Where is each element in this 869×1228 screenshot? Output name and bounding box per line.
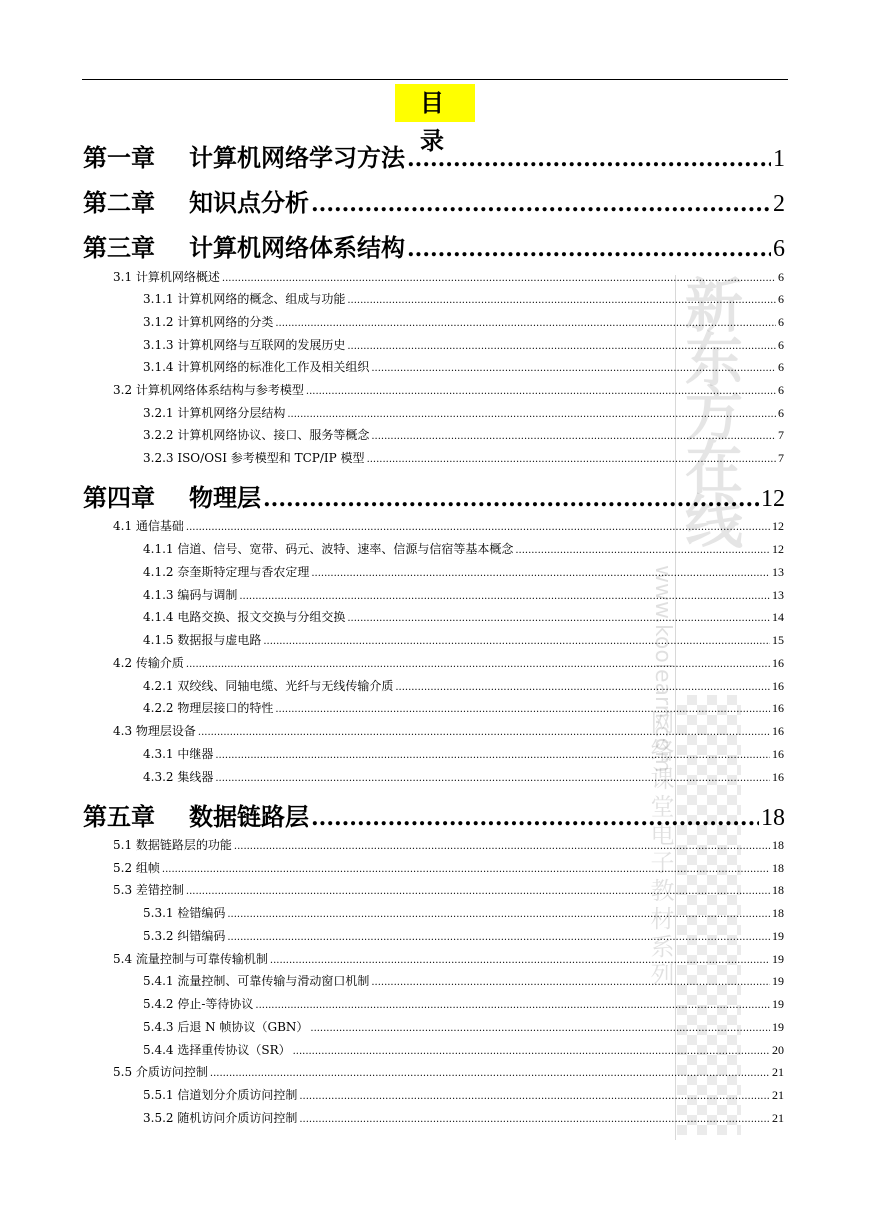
toc-entry-subsection[interactable]	[143, 336, 784, 354]
leader-dots	[186, 886, 770, 897]
toc-entry-subsection[interactable]	[143, 631, 784, 649]
chapter-number: 第三章	[83, 234, 155, 262]
page-number: 16	[772, 656, 784, 670]
leader-dots	[287, 409, 776, 420]
leader-dots	[227, 932, 770, 943]
toc-entry-subsection[interactable]	[143, 1018, 784, 1036]
leader-dots	[239, 591, 770, 602]
entry-title: 4.1.1 信道、信号、宽带、码元、波特、速率、信源与信宿等基本概念	[143, 542, 514, 556]
entry-title: 4.3.1 中继器	[143, 747, 214, 761]
page-number: 6	[778, 338, 784, 352]
toc-entry-section[interactable]	[113, 722, 784, 740]
page-number: 14	[772, 610, 784, 624]
toc-entry-subsection[interactable]	[143, 927, 784, 945]
entry-title: 5.4.4 选择重传协议（SR）	[143, 1043, 291, 1057]
leader-dots	[371, 363, 776, 374]
leader-dots	[263, 636, 770, 647]
leader-dots	[263, 486, 759, 512]
toc-entry-chapter[interactable]	[83, 797, 785, 831]
toc-entry-subsection[interactable]	[143, 449, 784, 467]
leader-dots	[210, 1068, 770, 1079]
chapter-title: 知识点分析	[189, 189, 309, 217]
watermark-brand: 新东方在线	[675, 275, 743, 545]
leader-dots	[306, 386, 776, 397]
entry-title: 4.1.4 电路交换、报文交换与分组交换	[143, 610, 346, 624]
toc-entry-section[interactable]	[113, 654, 784, 672]
page-number: 6	[778, 360, 784, 374]
page-number: 16	[772, 770, 784, 784]
toc-entry-subsection[interactable]	[143, 768, 784, 786]
toc-entry-subsection[interactable]	[143, 972, 784, 990]
leader-dots	[395, 682, 770, 693]
toc-entry-subsection[interactable]	[143, 1086, 784, 1104]
chapter-title: 数据链路层	[189, 803, 309, 831]
leader-dots	[371, 977, 770, 988]
page-number: 18	[772, 861, 784, 875]
leader-dots	[367, 454, 776, 465]
entry-title: 4.2 传输介质	[113, 656, 184, 670]
leader-dots	[215, 750, 770, 761]
page-number: 6	[778, 270, 784, 284]
entry-title: 5.5.1 信道划分介质访问控制	[143, 1088, 298, 1102]
toc-entry-subsection[interactable]	[143, 904, 784, 922]
toc-entry-subsection[interactable]	[143, 995, 784, 1013]
entry-title: 4.1.3 编码与调制	[143, 588, 238, 602]
entry-title: 3.1.1 计算机网络的概念、组成与功能	[143, 292, 346, 306]
toc-entry-subsection[interactable]	[143, 586, 784, 604]
leader-dots	[299, 1091, 770, 1102]
toc-entry-section[interactable]	[113, 836, 784, 854]
entry-title: 3.5.2 随机访问介质访问控制	[143, 1111, 298, 1125]
page-number: 18	[772, 838, 784, 852]
leader-dots	[407, 146, 771, 172]
toc-entry-chapter[interactable]	[83, 228, 785, 262]
page-number: 18	[772, 883, 784, 897]
toc-entry-subsection[interactable]	[143, 313, 784, 331]
page-number: 16	[772, 724, 784, 738]
leader-dots	[275, 318, 776, 329]
leader-dots	[222, 273, 776, 284]
entry-title: 3.2.2 计算机网络协议、接口、服务等概念	[143, 428, 370, 442]
toc-entry-chapter[interactable]	[83, 478, 785, 512]
page-number: 1	[773, 146, 785, 172]
toc-entry-subsection[interactable]	[143, 426, 784, 444]
toc-entry-subsection[interactable]	[143, 699, 784, 717]
entry-title: 5.1 数据链路层的功能	[113, 838, 232, 852]
page-number: 12	[772, 519, 784, 533]
page-number: 12	[761, 486, 785, 512]
leader-dots	[227, 909, 770, 920]
entry-title: 3.1 计算机网络概述	[113, 270, 220, 284]
page-number: 7	[778, 451, 784, 465]
page-number: 19	[772, 952, 784, 966]
page-number: 18	[761, 805, 785, 831]
toc-entry-section[interactable]	[113, 517, 784, 535]
page-number: 21	[772, 1088, 784, 1102]
entry-title: 3.1.3 计算机网络与互联网的发展历史	[143, 338, 346, 352]
leader-dots	[371, 431, 776, 442]
entry-title: 4.2.2 物理层接口的特性	[143, 701, 274, 715]
page-number: 6	[778, 292, 784, 306]
toc-entry-subsection[interactable]	[143, 290, 784, 308]
entry-title: 5.5 介质访问控制	[113, 1065, 208, 1079]
leader-dots	[255, 1000, 770, 1011]
page-number: 19	[772, 1020, 784, 1034]
toc-entry-section[interactable]	[113, 268, 784, 286]
leader-dots	[347, 295, 776, 306]
entry-title: 5.4.3 后退 N 帧协议（GBN）	[143, 1020, 309, 1034]
toc-entry-subsection[interactable]	[143, 358, 784, 376]
page-number: 21	[772, 1111, 784, 1125]
entry-title: 3.2.1 计算机网络分层结构	[143, 406, 286, 420]
toc-entry-chapter[interactable]	[83, 138, 785, 172]
leader-dots	[186, 659, 770, 670]
toc-entry-subsection[interactable]	[143, 540, 784, 558]
leader-dots	[311, 805, 759, 831]
toc-entry-subsection[interactable]	[143, 404, 784, 422]
page-number: 2	[773, 191, 785, 217]
leader-dots	[515, 545, 770, 556]
toc-entry-chapter[interactable]	[83, 183, 785, 217]
page-number: 20	[772, 1043, 784, 1057]
chapter-number: 第二章	[83, 189, 155, 217]
toc-entry-section[interactable]	[113, 1063, 784, 1081]
page-number: 18	[772, 906, 784, 920]
page-number: 21	[772, 1065, 784, 1079]
toc-entry-section[interactable]	[113, 881, 784, 899]
entry-title: 3.2.3 ISO/OSI 参考模型和 TCP/IP 模型	[143, 451, 365, 465]
leader-dots	[347, 613, 770, 624]
page-number: 6	[778, 315, 784, 329]
leader-dots	[347, 341, 776, 352]
page-number: 13	[772, 588, 784, 602]
entry-title: 3.2 计算机网络体系结构与参考模型	[113, 383, 304, 397]
entry-title: 3.1.4 计算机网络的标准化工作及相关组织	[143, 360, 370, 374]
page-number: 19	[772, 997, 784, 1011]
page-number: 6	[778, 383, 784, 397]
toc-entry-subsection[interactable]	[143, 1109, 784, 1127]
page-number: 13	[772, 565, 784, 579]
toc-entry-section[interactable]	[113, 950, 784, 968]
entry-title: 3.1.2 计算机网络的分类	[143, 315, 274, 329]
leader-dots	[293, 1046, 770, 1057]
leader-dots	[215, 773, 770, 784]
toc-entry-subsection[interactable]	[143, 563, 784, 581]
entry-title: 5.3.2 纠错编码	[143, 929, 226, 943]
page-number: 16	[772, 701, 784, 715]
toc-entry-section[interactable]	[113, 381, 784, 399]
page-number: 12	[772, 542, 784, 556]
chapter-title: 计算机网络体系结构	[189, 234, 405, 262]
leader-dots	[299, 1114, 770, 1125]
entry-title: 5.4.2 停止-等待协议	[143, 997, 254, 1011]
leader-dots	[311, 191, 771, 217]
toc-entry-subsection[interactable]	[143, 677, 784, 695]
watermark-series: 网络课堂电子教材系列	[646, 710, 674, 990]
chapter-number: 第五章	[83, 803, 155, 831]
leader-dots	[270, 955, 770, 966]
watermark-url: www.koolearn.com	[650, 565, 675, 773]
entry-title: 5.3.1 检错编码	[143, 906, 226, 920]
page-number: 6	[773, 236, 785, 262]
entry-title: 4.3.2 集线器	[143, 770, 214, 784]
toc-entry-subsection[interactable]	[143, 1041, 784, 1059]
chapter-title: 计算机网络学习方法	[189, 144, 405, 172]
toc-entry-subsection[interactable]	[143, 745, 784, 763]
leader-dots	[186, 522, 770, 533]
toc-entry-section[interactable]	[113, 859, 784, 877]
entry-title: 4.3 物理层设备	[113, 724, 196, 738]
page-number: 19	[772, 974, 784, 988]
entry-title: 4.2.1 双绞线、同轴电缆、光纤与无线传输介质	[143, 679, 394, 693]
leader-dots	[407, 236, 771, 262]
page-number: 19	[772, 929, 784, 943]
entry-title: 4.1 通信基础	[113, 519, 184, 533]
page-number: 7	[778, 428, 784, 442]
page-number: 16	[772, 679, 784, 693]
page-number: 15	[772, 633, 784, 647]
leader-dots	[198, 727, 770, 738]
chapter-number: 第四章	[83, 484, 155, 512]
entry-title: 4.1.5 数据报与虚电路	[143, 633, 262, 647]
page-number: 6	[778, 406, 784, 420]
page-number: 16	[772, 747, 784, 761]
chapter-number: 第一章	[83, 144, 155, 172]
entry-title: 4.1.2 奈奎斯特定理与香农定理	[143, 565, 310, 579]
leader-dots	[162, 864, 770, 875]
entry-title: 5.2 组帧	[113, 861, 160, 875]
leader-dots	[310, 1023, 770, 1034]
chapter-title: 物理层	[189, 484, 261, 512]
leader-dots	[234, 841, 770, 852]
leader-dots	[275, 704, 770, 715]
toc-entry-subsection[interactable]	[143, 608, 784, 626]
leader-dots	[311, 568, 770, 579]
entry-title: 5.3 差错控制	[113, 883, 184, 897]
entry-title: 5.4 流量控制与可靠传输机制	[113, 952, 268, 966]
entry-title: 5.4.1 流量控制、可靠传输与滑动窗口机制	[143, 974, 370, 988]
toc-title: 目 录	[395, 84, 475, 122]
